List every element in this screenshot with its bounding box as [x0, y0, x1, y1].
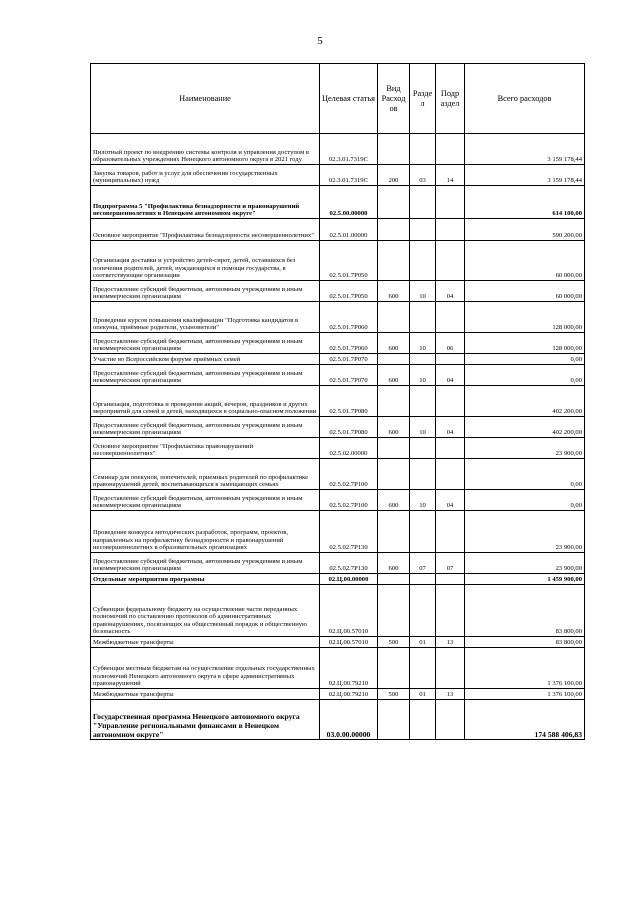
- table-row: [91, 490, 585, 511]
- row-article: 02.5.01.7Р060: [320, 333, 378, 354]
- table-row: [91, 574, 585, 585]
- row-article: 02.5.01.7Р080: [320, 417, 378, 438]
- row-type: 600: [378, 553, 410, 574]
- table-body: [91, 134, 585, 740]
- header-subsection: Подр аздел: [436, 64, 465, 134]
- table-row: [91, 637, 585, 648]
- row-name: Подпрограмма 5 "Профилактика безнадзорности и правонарушений несовершеннолетних в Ненецком автономном округе": [91, 186, 320, 219]
- row-type: 600: [378, 365, 410, 386]
- row-subsection: 13: [436, 689, 465, 700]
- row-subsection: [436, 186, 465, 219]
- row-name: Межбюджетные трансферты: [91, 637, 320, 648]
- row-article: 02.5.02.7Р100: [320, 459, 378, 490]
- row-amount: 0,00: [465, 459, 585, 490]
- table-row: [91, 648, 585, 689]
- row-section: [410, 219, 436, 241]
- row-subsection: 14: [436, 165, 465, 186]
- row-article: 02.5.01.00000: [320, 219, 378, 241]
- row-article: 02.5.01.7Р080: [320, 386, 378, 417]
- row-name: Субвенции федеральному бюджету на осуществление части переданных полномочий по составлению протоколов об административных правонарушениях, посягающих на общественный порядок и общественную безопасность: [91, 585, 320, 637]
- row-amount: 590 200,00: [465, 219, 585, 241]
- row-amount: 0,00: [465, 365, 585, 386]
- row-section: [410, 134, 436, 165]
- row-article: 02.5.02.00000: [320, 438, 378, 459]
- budget-table: [90, 63, 585, 740]
- row-name: Участие во Всероссийском форуме приёмных семей: [91, 354, 320, 365]
- row-section: 01: [410, 637, 436, 648]
- table-row: [91, 585, 585, 637]
- row-section: [410, 186, 436, 219]
- table-row: [91, 219, 585, 241]
- row-subsection: 04: [436, 365, 465, 386]
- table-row: [91, 134, 585, 165]
- row-type: [378, 186, 410, 219]
- row-subsection: [436, 585, 465, 637]
- table-row: [91, 165, 585, 186]
- row-article: 02.5.01.7Р050: [320, 241, 378, 281]
- row-name: Организация, подготовка и проведение акций, вечеров, праздников и других мероприятий для семей и детей, находящихся в социально-опасном положении: [91, 386, 320, 417]
- page-number: 5: [317, 35, 323, 47]
- row-name: Основное мероприятие "Профилактика правонарушений несовершеннолетних": [91, 438, 320, 459]
- row-type: [378, 302, 410, 333]
- row-article: 02.3.01.7319С: [320, 165, 378, 186]
- row-type: [378, 459, 410, 490]
- row-subsection: [436, 648, 465, 689]
- row-amount: 402 200,00: [465, 386, 585, 417]
- row-type: [378, 648, 410, 689]
- row-subsection: [436, 511, 465, 553]
- table-row: [91, 365, 585, 386]
- row-section: 03: [410, 165, 436, 186]
- table-row: [91, 302, 585, 333]
- row-name: Предоставление субсидий бюджетным, автономным учреждениям и иным некоммерческим организациям: [91, 365, 320, 386]
- row-amount: 0,00: [465, 354, 585, 365]
- row-article: 02.Ц.00.00000: [320, 574, 378, 585]
- row-amount: 0,00: [465, 490, 585, 511]
- row-subsection: 04: [436, 417, 465, 438]
- row-section: [410, 459, 436, 490]
- row-type: [378, 354, 410, 365]
- row-amount: 3 159 178,44: [465, 134, 585, 165]
- table-row: [91, 511, 585, 553]
- row-amount: 1 459 900,00: [465, 574, 585, 585]
- row-subsection: [436, 438, 465, 459]
- row-subsection: [436, 134, 465, 165]
- row-type: 200: [378, 165, 410, 186]
- row-amount: 23 900,00: [465, 438, 585, 459]
- row-amount: 1 376 100,00: [465, 648, 585, 689]
- row-subsection: [436, 219, 465, 241]
- header-total: Всего расходов: [465, 64, 585, 134]
- row-article: 02.5.01.7Р060: [320, 302, 378, 333]
- row-type: 600: [378, 490, 410, 511]
- row-name: Проведение конкурса методических разработок, программ, проектов, направленных на профилактику безнадзорности и правонарушений несовершеннолетних в образовательных организациях: [91, 511, 320, 553]
- row-amount: 60 000,00: [465, 281, 585, 302]
- row-amount: 3 159 178,44: [465, 165, 585, 186]
- row-type: 500: [378, 689, 410, 700]
- row-name: Межбюджетные трансферты: [91, 689, 320, 700]
- row-section: [410, 354, 436, 365]
- header-section: Разде л: [410, 64, 436, 134]
- row-section: [410, 585, 436, 637]
- header-article: Целевая статья: [320, 64, 378, 134]
- row-article: 02.5.02.7Р130: [320, 511, 378, 553]
- header-name: Наименование: [91, 64, 320, 134]
- row-type: 600: [378, 417, 410, 438]
- row-article: 02.Ц.00.79210: [320, 689, 378, 700]
- row-type: [378, 219, 410, 241]
- row-article: 03.0.00.00000: [320, 700, 378, 740]
- row-section: [410, 302, 436, 333]
- row-type: 600: [378, 281, 410, 302]
- table-row: [91, 386, 585, 417]
- row-section: 10: [410, 333, 436, 354]
- table-row: [91, 438, 585, 459]
- row-section: [410, 574, 436, 585]
- row-section: [410, 386, 436, 417]
- row-amount: 83 800,00: [465, 637, 585, 648]
- row-article: 02.5.02.7Р100: [320, 490, 378, 511]
- row-subsection: 06: [436, 333, 465, 354]
- row-type: [378, 574, 410, 585]
- row-amount: 60 000,00: [465, 241, 585, 281]
- row-subsection: [436, 302, 465, 333]
- table-row: [91, 281, 585, 302]
- row-type: [378, 134, 410, 165]
- row-amount: 83 800,00: [465, 585, 585, 637]
- row-section: 10: [410, 281, 436, 302]
- row-section: 10: [410, 417, 436, 438]
- row-subsection: [436, 700, 465, 740]
- row-article: 02.Ц.00.57010: [320, 637, 378, 648]
- row-name: Субвенции местным бюджетам на осуществление отдельных государственных полномочий Ненецкого автономного округа в сфере административных правонарушений: [91, 648, 320, 689]
- row-subsection: 04: [436, 490, 465, 511]
- table-row: [91, 553, 585, 574]
- row-name: Семинар для опекунов, попечителей, приемных родителей по профилактике правонарушений детей, воспитывающихся в замещающих семьях: [91, 459, 320, 490]
- row-article: 02.5.02.7Р130: [320, 553, 378, 574]
- row-section: 01: [410, 689, 436, 700]
- row-section: [410, 648, 436, 689]
- row-article: 02.Ц.00.57010: [320, 585, 378, 637]
- row-name: Проведение курсов повышения квалификации "Подготовка кандидатов в опекуны, приёмные родители, усыновители": [91, 302, 320, 333]
- table-row: [91, 417, 585, 438]
- row-type: [378, 511, 410, 553]
- row-section: [410, 700, 436, 740]
- row-amount: 174 588 406,83: [465, 700, 585, 740]
- row-subsection: [436, 459, 465, 490]
- row-type: [378, 700, 410, 740]
- row-section: 10: [410, 365, 436, 386]
- row-amount: 1 376 100,00: [465, 689, 585, 700]
- row-name: Отдельные мероприятия программы: [91, 574, 320, 585]
- row-section: [410, 511, 436, 553]
- row-amount: 23 900,00: [465, 511, 585, 553]
- row-name: Закупка товаров, работ и услуг для обеспечения государственных (муниципальных) нужд: [91, 165, 320, 186]
- table-row: [91, 689, 585, 700]
- row-article: 02.Ц.00.79210: [320, 648, 378, 689]
- row-name: Государственная программа Ненецкого автономного округа "Управление региональными финансами в Ненецком автономном округе": [91, 700, 320, 740]
- header-type: Вид Расход ов: [378, 64, 410, 134]
- table-row: [91, 354, 585, 365]
- table-row: [91, 700, 585, 740]
- row-type: [378, 386, 410, 417]
- row-name: Предоставление субсидий бюджетным, автономным учреждениям и иным некоммерческим организациям: [91, 490, 320, 511]
- row-amount: 128 000,00: [465, 302, 585, 333]
- row-amount: 614 100,00: [465, 186, 585, 219]
- row-type: 500: [378, 637, 410, 648]
- row-section: 10: [410, 490, 436, 511]
- row-type: [378, 585, 410, 637]
- row-article: 02.5.00.00000: [320, 186, 378, 219]
- row-name: Предоставление субсидий бюджетным, автономным учреждениям и иным некоммерческим организациям: [91, 553, 320, 574]
- row-article: 02.5.01.7Р070: [320, 365, 378, 386]
- row-subsection: 13: [436, 637, 465, 648]
- row-name: Пилотный проект по внедрению системы контроля и управления доступом в образовательных учреждениях Ненецкого автономного округа в 2021 году: [91, 134, 320, 165]
- row-name: Предоставление субсидий бюджетным, автономным учреждениям и иным некоммерческим организациям: [91, 281, 320, 302]
- row-subsection: 07: [436, 553, 465, 574]
- row-subsection: [436, 354, 465, 365]
- row-type: 600: [378, 333, 410, 354]
- row-subsection: [436, 386, 465, 417]
- row-amount: 23 900,00: [465, 553, 585, 574]
- table-row: [91, 241, 585, 281]
- row-subsection: [436, 574, 465, 585]
- row-article: 02.5.01.7Р050: [320, 281, 378, 302]
- table-row: [91, 333, 585, 354]
- row-section: [410, 241, 436, 281]
- row-subsection: [436, 241, 465, 281]
- row-name: Основное мероприятие "Профилактика безнадзорности несовершеннолетних": [91, 219, 320, 241]
- row-name: Предоставление субсидий бюджетным, автономным учреждениям и иным некоммерческим организациям: [91, 333, 320, 354]
- row-article: 02.5.01.7Р070: [320, 354, 378, 365]
- row-name: Организация доставки и устройство детей-сирот, детей, оставшихся без попечения родителей, детей, нуждающихся в помощи государства, в соответствующие организации: [91, 241, 320, 281]
- row-amount: 402 200,00: [465, 417, 585, 438]
- row-section: [410, 438, 436, 459]
- row-article: 02.3.01.7319С: [320, 134, 378, 165]
- row-subsection: 04: [436, 281, 465, 302]
- row-type: [378, 241, 410, 281]
- row-name: Предоставление субсидий бюджетным, автономным учреждениям и иным некоммерческим организациям: [91, 417, 320, 438]
- row-type: [378, 438, 410, 459]
- row-amount: 128 000,00: [465, 333, 585, 354]
- table-row: [91, 186, 585, 219]
- table-row: [91, 459, 585, 490]
- row-section: 07: [410, 553, 436, 574]
